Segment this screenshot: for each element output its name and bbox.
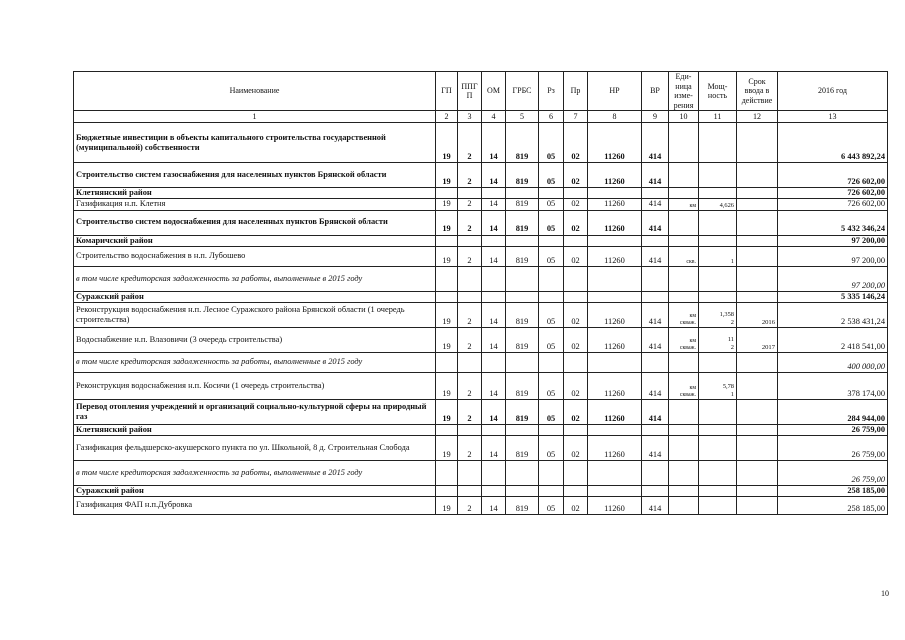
cell-unit xyxy=(669,235,699,246)
cell-gp: 19 xyxy=(436,123,458,163)
cell-gp xyxy=(436,352,458,372)
cell-cap xyxy=(699,188,737,199)
cell-ppgp xyxy=(458,485,482,496)
cell-nr: 11260 xyxy=(588,496,642,514)
cell-pr xyxy=(564,188,588,199)
row-name: Реконструкция водоснабжения н.п. Лесное Суражского района Брянской области (1 очередь строительства) xyxy=(74,302,436,327)
cell-term xyxy=(737,188,778,199)
cell-ppgp: 2 xyxy=(458,163,482,188)
cell-vr: 414 xyxy=(642,496,669,514)
cell-gp: 19 xyxy=(436,246,458,266)
cell-rz xyxy=(539,235,564,246)
cell-om: 14 xyxy=(482,210,506,235)
cell-ppgp: 2 xyxy=(458,123,482,163)
cell-om xyxy=(482,291,506,302)
cell-gp: 19 xyxy=(436,496,458,514)
header-gp: ГП xyxy=(436,72,458,111)
table-row xyxy=(74,123,888,163)
cell-ppgp xyxy=(458,291,482,302)
cell-term xyxy=(737,372,778,399)
cell-om: 14 xyxy=(482,199,506,210)
cell-unit xyxy=(669,352,699,372)
header-rz: Рз xyxy=(539,72,564,111)
table-row xyxy=(74,291,888,302)
row-name: Строительство систем водоснабжения для населенных пунктов Брянской области xyxy=(74,210,436,235)
row-name: в том числе кредиторская задолженность за работы, выполненные в 2015 году xyxy=(74,460,436,485)
cell-rz xyxy=(539,460,564,485)
cell-unit xyxy=(669,210,699,235)
table-row xyxy=(74,188,888,199)
cell-grbs xyxy=(506,352,539,372)
cell-cap xyxy=(699,485,737,496)
cell-amount: 378 174,00 xyxy=(778,372,888,399)
cell-grbs xyxy=(506,291,539,302)
cell-vr: 414 xyxy=(642,327,669,352)
cell-vr: 414 xyxy=(642,163,669,188)
row-name: Суражский район xyxy=(74,291,436,302)
cell-vr: 414 xyxy=(642,210,669,235)
table-row xyxy=(74,424,888,435)
cell-rz: 05 xyxy=(539,327,564,352)
row-name: Строительство водоснабжения в н.п. Лубошево xyxy=(74,246,436,266)
cell-amount: 97 200,00 xyxy=(778,266,888,291)
cell-term xyxy=(737,485,778,496)
table-row xyxy=(74,235,888,246)
cell-unit xyxy=(669,123,699,163)
cell-om: 14 xyxy=(482,163,506,188)
cell-term xyxy=(737,210,778,235)
cell-rz xyxy=(539,266,564,291)
row-name: Строительство систем газоснабжения для населенных пунктов Брянской области xyxy=(74,163,436,188)
cell-ppgp: 2 xyxy=(458,210,482,235)
cell-cap: 4,626 xyxy=(699,199,737,210)
cell-om: 14 xyxy=(482,399,506,424)
cell-ppgp: 2 xyxy=(458,327,482,352)
cell-pr: 02 xyxy=(564,123,588,163)
colnum: 13 xyxy=(778,111,888,123)
cell-grbs: 819 xyxy=(506,435,539,460)
cell-pr: 02 xyxy=(564,327,588,352)
cell-nr: 11260 xyxy=(588,302,642,327)
header-unit: Еди- ница изме- рения xyxy=(669,72,699,111)
header-om: ОМ xyxy=(482,72,506,111)
row-name: в том числе кредиторская задолженность за работы, выполненные в 2015 году xyxy=(74,266,436,291)
row-name: Газификация фельдшерско-акушерского пункта по ул. Школьной, 8 д. Строительная Слобода xyxy=(74,435,436,460)
cell-rz: 05 xyxy=(539,302,564,327)
cell-cap: 1 xyxy=(699,246,737,266)
cell-grbs xyxy=(506,460,539,485)
cell-nr xyxy=(588,460,642,485)
cell-unit xyxy=(669,424,699,435)
cell-grbs: 819 xyxy=(506,210,539,235)
cell-vr xyxy=(642,188,669,199)
cell-rz: 05 xyxy=(539,199,564,210)
cell-term xyxy=(737,199,778,210)
cell-unit xyxy=(669,399,699,424)
cell-gp: 19 xyxy=(436,210,458,235)
cell-unit xyxy=(669,485,699,496)
cell-amount: 400 000,00 xyxy=(778,352,888,372)
table-row xyxy=(74,435,888,460)
header-grbs: ГРБС xyxy=(506,72,539,111)
row-name: Газификация ФАП н.п.Дубровка xyxy=(74,496,436,514)
cell-grbs: 819 xyxy=(506,163,539,188)
cell-amount: 726 602,00 xyxy=(778,188,888,199)
table-row xyxy=(74,372,888,399)
cell-nr xyxy=(588,235,642,246)
cell-vr xyxy=(642,235,669,246)
cell-rz: 05 xyxy=(539,372,564,399)
cell-amount: 5 432 346,24 xyxy=(778,210,888,235)
cell-cap xyxy=(699,352,737,372)
cell-vr xyxy=(642,266,669,291)
cell-pr: 02 xyxy=(564,435,588,460)
cell-unit xyxy=(669,266,699,291)
cell-cap xyxy=(699,266,737,291)
cell-vr: 414 xyxy=(642,123,669,163)
cell-cap xyxy=(699,399,737,424)
header-capacity: Мощ- ность xyxy=(699,72,737,111)
header-name: Наименование xyxy=(74,72,436,111)
cell-amount: 2 418 541,00 xyxy=(778,327,888,352)
cell-gp xyxy=(436,235,458,246)
cell-amount: 284 944,00 xyxy=(778,399,888,424)
cell-unit xyxy=(669,163,699,188)
cell-nr: 11260 xyxy=(588,435,642,460)
cell-nr xyxy=(588,485,642,496)
cell-unit: км xyxy=(669,199,699,210)
cell-ppgp xyxy=(458,235,482,246)
cell-rz: 05 xyxy=(539,399,564,424)
cell-nr: 11260 xyxy=(588,199,642,210)
table-row xyxy=(74,199,888,210)
cell-unit xyxy=(669,188,699,199)
cell-amount: 258 185,00 xyxy=(778,485,888,496)
table-row xyxy=(74,399,888,424)
cell-rz: 05 xyxy=(539,435,564,460)
cell-cap: 5,78 1 xyxy=(699,372,737,399)
cell-amount: 5 335 146,24 xyxy=(778,291,888,302)
table-row xyxy=(74,266,888,291)
cell-gp xyxy=(436,485,458,496)
cell-nr: 11260 xyxy=(588,246,642,266)
cell-rz xyxy=(539,188,564,199)
cell-pr: 02 xyxy=(564,246,588,266)
page-number: 10 xyxy=(881,589,889,598)
cell-unit: км скваж. xyxy=(669,302,699,327)
cell-ppgp xyxy=(458,352,482,372)
cell-amount: 97 200,00 xyxy=(778,246,888,266)
cell-gp xyxy=(436,266,458,291)
cell-term xyxy=(737,291,778,302)
cell-om xyxy=(482,485,506,496)
cell-rz: 05 xyxy=(539,123,564,163)
cell-amount: 97 200,00 xyxy=(778,235,888,246)
cell-pr xyxy=(564,485,588,496)
cell-nr: 11260 xyxy=(588,399,642,424)
cell-rz: 05 xyxy=(539,210,564,235)
cell-unit xyxy=(669,460,699,485)
colnum: 9 xyxy=(642,111,669,123)
cell-unit xyxy=(669,291,699,302)
table-row xyxy=(74,460,888,485)
cell-ppgp xyxy=(458,424,482,435)
cell-grbs xyxy=(506,424,539,435)
cell-pr xyxy=(564,352,588,372)
cell-nr xyxy=(588,424,642,435)
cell-term xyxy=(737,352,778,372)
cell-cap xyxy=(699,123,737,163)
cell-grbs: 819 xyxy=(506,496,539,514)
cell-nr xyxy=(588,188,642,199)
cell-grbs: 819 xyxy=(506,123,539,163)
cell-ppgp xyxy=(458,188,482,199)
cell-unit: скв. xyxy=(669,246,699,266)
row-name: Бюджетные инвестиции в объекты капитального строительства государственной (муниципальной) собственности xyxy=(74,123,436,163)
cell-om: 14 xyxy=(482,435,506,460)
colnum: 7 xyxy=(564,111,588,123)
cell-vr: 414 xyxy=(642,435,669,460)
cell-rz: 05 xyxy=(539,163,564,188)
cell-cap: 11 2 xyxy=(699,327,737,352)
cell-gp: 19 xyxy=(436,327,458,352)
cell-vr xyxy=(642,291,669,302)
cell-nr xyxy=(588,291,642,302)
cell-om: 14 xyxy=(482,327,506,352)
colnum: 4 xyxy=(482,111,506,123)
colnum: 10 xyxy=(669,111,699,123)
header-term: Срок ввода в действие xyxy=(737,72,778,111)
colnum: 12 xyxy=(737,111,778,123)
row-name: Клетнянский район xyxy=(74,424,436,435)
cell-pr: 02 xyxy=(564,302,588,327)
row-name: Перевод отопления учреждений и организаций социально-культурной сферы на природный газ xyxy=(74,399,436,424)
cell-vr: 414 xyxy=(642,302,669,327)
cell-vr: 414 xyxy=(642,246,669,266)
cell-gp: 19 xyxy=(436,435,458,460)
cell-term xyxy=(737,246,778,266)
row-name: Суражский район xyxy=(74,485,436,496)
cell-pr: 02 xyxy=(564,210,588,235)
cell-grbs: 819 xyxy=(506,372,539,399)
cell-vr xyxy=(642,352,669,372)
cell-pr: 02 xyxy=(564,399,588,424)
cell-unit: км скваж. xyxy=(669,327,699,352)
cell-amount: 26 759,00 xyxy=(778,424,888,435)
cell-cap xyxy=(699,496,737,514)
cell-amount: 258 185,00 xyxy=(778,496,888,514)
colnum: 11 xyxy=(699,111,737,123)
cell-rz: 05 xyxy=(539,246,564,266)
cell-gp: 19 xyxy=(436,399,458,424)
cell-cap xyxy=(699,435,737,460)
cell-ppgp: 2 xyxy=(458,246,482,266)
table-row xyxy=(74,327,888,352)
cell-rz: 05 xyxy=(539,496,564,514)
cell-cap xyxy=(699,235,737,246)
cell-om xyxy=(482,266,506,291)
cell-om: 14 xyxy=(482,372,506,399)
cell-cap xyxy=(699,424,737,435)
cell-cap xyxy=(699,163,737,188)
cell-grbs: 819 xyxy=(506,199,539,210)
cell-term xyxy=(737,266,778,291)
cell-ppgp: 2 xyxy=(458,496,482,514)
cell-cap xyxy=(699,460,737,485)
table-row xyxy=(74,352,888,372)
cell-pr: 02 xyxy=(564,163,588,188)
cell-pr xyxy=(564,235,588,246)
colnum: 3 xyxy=(458,111,482,123)
cell-ppgp: 2 xyxy=(458,199,482,210)
cell-term xyxy=(737,460,778,485)
cell-gp xyxy=(436,424,458,435)
cell-vr xyxy=(642,424,669,435)
cell-nr xyxy=(588,352,642,372)
colnum: 8 xyxy=(588,111,642,123)
cell-ppgp: 2 xyxy=(458,435,482,460)
colnum: 5 xyxy=(506,111,539,123)
cell-nr: 11260 xyxy=(588,163,642,188)
cell-term xyxy=(737,496,778,514)
cell-gp: 19 xyxy=(436,372,458,399)
cell-grbs: 819 xyxy=(506,246,539,266)
cell-gp xyxy=(436,460,458,485)
cell-om xyxy=(482,235,506,246)
cell-gp: 19 xyxy=(436,302,458,327)
cell-rz xyxy=(539,291,564,302)
cell-unit xyxy=(669,435,699,460)
cell-grbs xyxy=(506,235,539,246)
table-row xyxy=(74,302,888,327)
cell-term xyxy=(737,424,778,435)
cell-ppgp: 2 xyxy=(458,302,482,327)
cell-unit: км скваж. xyxy=(669,372,699,399)
table-body xyxy=(74,123,888,514)
cell-pr xyxy=(564,424,588,435)
cell-grbs: 819 xyxy=(506,399,539,424)
cell-nr: 11260 xyxy=(588,327,642,352)
cell-vr xyxy=(642,485,669,496)
row-name: Водоснабжение н.п. Влазовичи (3 очередь строительства) xyxy=(74,327,436,352)
table-row xyxy=(74,485,888,496)
colnum: 1 xyxy=(74,111,436,123)
row-name: Реконструкция водоснабжения н.п. Косичи (1 очередь строительства) xyxy=(74,372,436,399)
cell-vr: 414 xyxy=(642,372,669,399)
cell-om: 14 xyxy=(482,246,506,266)
cell-om: 14 xyxy=(482,123,506,163)
colnum: 6 xyxy=(539,111,564,123)
table-row xyxy=(74,163,888,188)
cell-grbs xyxy=(506,485,539,496)
cell-term xyxy=(737,163,778,188)
cell-grbs xyxy=(506,266,539,291)
row-name: в том числе кредиторская задолженность за работы, выполненные в 2015 году xyxy=(74,352,436,372)
cell-nr: 11260 xyxy=(588,372,642,399)
cell-ppgp xyxy=(458,460,482,485)
table-row xyxy=(74,246,888,266)
cell-om xyxy=(482,188,506,199)
cell-pr: 02 xyxy=(564,372,588,399)
cell-vr xyxy=(642,460,669,485)
cell-om: 14 xyxy=(482,302,506,327)
cell-pr: 02 xyxy=(564,199,588,210)
cell-rz xyxy=(539,424,564,435)
cell-nr: 11260 xyxy=(588,210,642,235)
cell-unit xyxy=(669,496,699,514)
table-row xyxy=(74,210,888,235)
cell-grbs: 819 xyxy=(506,302,539,327)
colnum: 2 xyxy=(436,111,458,123)
cell-ppgp: 2 xyxy=(458,372,482,399)
row-name: Газификация н.п. Клетня xyxy=(74,199,436,210)
cell-gp: 19 xyxy=(436,163,458,188)
cell-term: 2017 xyxy=(737,327,778,352)
cell-pr xyxy=(564,291,588,302)
cell-amount: 6 443 892,24 xyxy=(778,123,888,163)
header-pr: Пр xyxy=(564,72,588,111)
cell-term: 2016 xyxy=(737,302,778,327)
header-vr: ВР xyxy=(642,72,669,111)
cell-amount: 726 602,00 xyxy=(778,163,888,188)
budget-table xyxy=(73,71,888,515)
column-number-row xyxy=(74,111,888,123)
cell-cap xyxy=(699,291,737,302)
budget-table-container xyxy=(73,71,887,515)
cell-grbs xyxy=(506,188,539,199)
cell-om xyxy=(482,424,506,435)
cell-om: 14 xyxy=(482,496,506,514)
table-row xyxy=(74,496,888,514)
cell-pr xyxy=(564,266,588,291)
cell-cap: 1,358 2 xyxy=(699,302,737,327)
row-name: Клетнянский район xyxy=(74,188,436,199)
cell-ppgp xyxy=(458,266,482,291)
cell-gp xyxy=(436,188,458,199)
cell-amount: 726 602,00 xyxy=(778,199,888,210)
table-header-row xyxy=(74,72,888,111)
cell-nr: 11260 xyxy=(588,123,642,163)
cell-cap xyxy=(699,210,737,235)
cell-rz xyxy=(539,352,564,372)
cell-ppgp: 2 xyxy=(458,399,482,424)
cell-om xyxy=(482,352,506,372)
cell-grbs: 819 xyxy=(506,327,539,352)
cell-amount: 26 759,00 xyxy=(778,435,888,460)
cell-rz xyxy=(539,485,564,496)
cell-amount: 26 759,00 xyxy=(778,460,888,485)
header-ppgp: ППГ П xyxy=(458,72,482,111)
cell-gp: 19 xyxy=(436,199,458,210)
cell-term xyxy=(737,399,778,424)
cell-om xyxy=(482,460,506,485)
cell-amount: 2 538 431,24 xyxy=(778,302,888,327)
cell-pr xyxy=(564,460,588,485)
cell-term xyxy=(737,235,778,246)
header-nr: НР xyxy=(588,72,642,111)
row-name: Комаричский район xyxy=(74,235,436,246)
header-2016: 2016 год xyxy=(778,72,888,111)
cell-term xyxy=(737,123,778,163)
cell-term xyxy=(737,435,778,460)
cell-pr: 02 xyxy=(564,496,588,514)
cell-nr xyxy=(588,266,642,291)
cell-vr: 414 xyxy=(642,399,669,424)
cell-gp xyxy=(436,291,458,302)
cell-vr: 414 xyxy=(642,199,669,210)
